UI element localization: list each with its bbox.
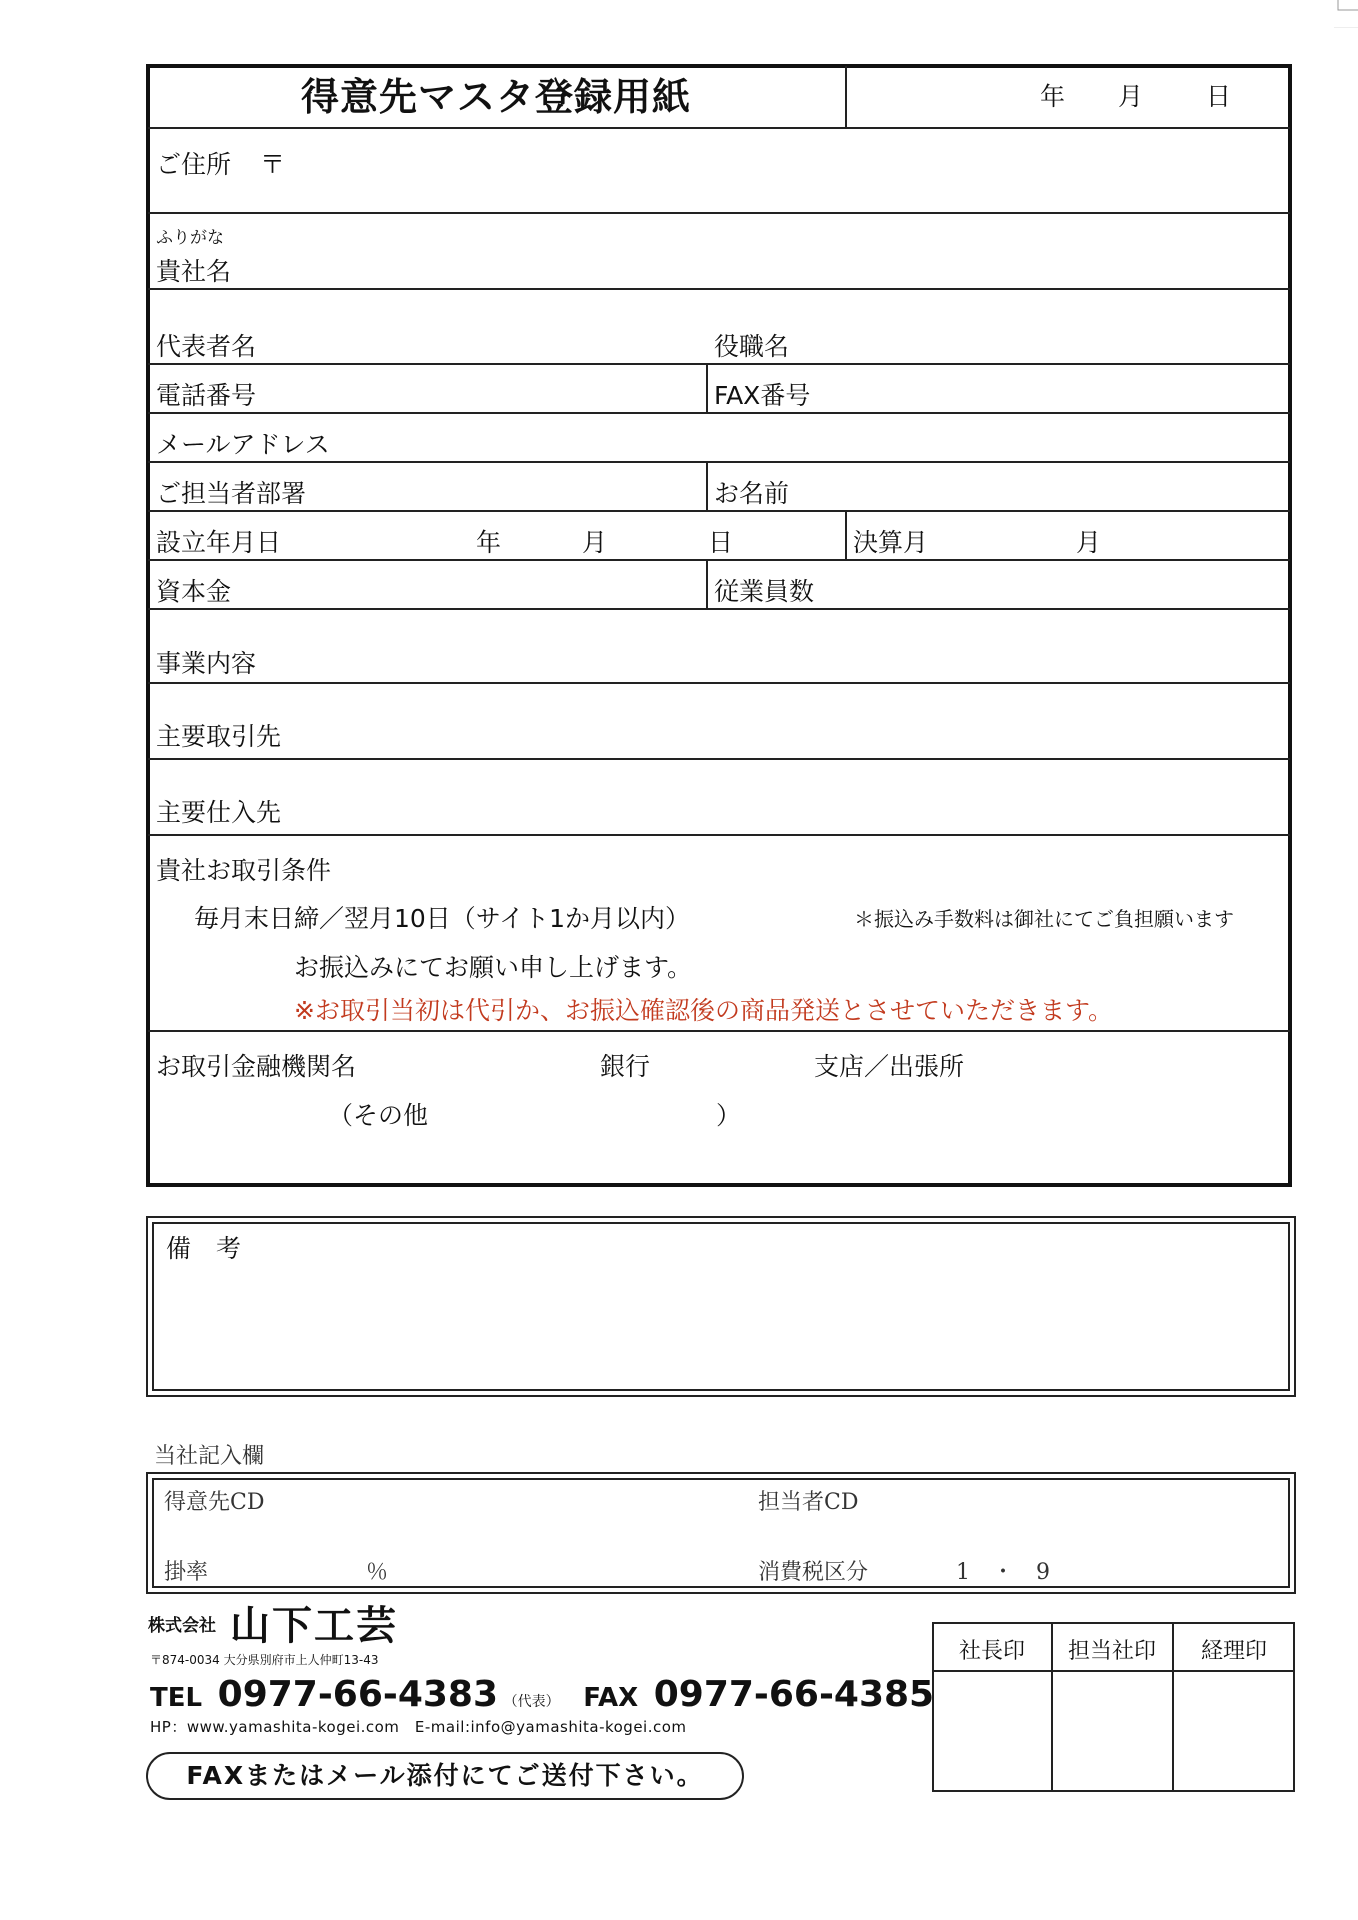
fiscal-month-label: 決算月 [853,528,929,557]
capital-field[interactable] [250,564,700,606]
tax-category-options: 1 ・ 9 [956,1560,1050,1585]
company-address: 〒874-0034 大分県別府市上人仲町13-43 [150,1653,379,1667]
bank-name-field[interactable] [360,1040,590,1084]
internal-use-inner-border [152,1478,1290,1588]
postal-mark: 〒 [260,150,286,179]
email-label: メールアドレス [156,430,330,459]
fax-label-footer: FAX [583,1683,639,1713]
rate-unit: ％ [366,1560,389,1585]
terms-warning: ※お取引当初は代引か、お振込確認後の商品発送とさせていただきます。 [294,996,1113,1025]
other-bank-field[interactable] [440,1090,710,1134]
employees-label: 従業員数 [714,577,815,606]
department-label: ご担当者部署 [156,479,307,508]
tel-number[interactable]: 0977-66-4383 [217,1674,499,1715]
row-divider [148,834,1290,836]
address-label: ご住所 [156,150,232,179]
branch-suffix: 支店／出張所 [814,1052,965,1081]
phone-field[interactable] [270,368,700,410]
terms-schedule: 毎月末日締／翌月10日（サイト1か月以内） [194,904,690,933]
branch-name-field[interactable] [660,1040,810,1084]
main-clients-field[interactable] [280,688,1280,756]
staff-stamp-label: 担当社印 [1067,1639,1156,1664]
fiscal-month-unit: 月 [1076,528,1102,557]
address-field[interactable] [300,140,1280,200]
row-divider [148,510,1290,512]
phone-label: 電話番号 [156,381,257,410]
date-day-label: 日 [1206,82,1232,111]
row-divider [148,608,1290,610]
form-title: 得意先マスタ登録用紙 [300,75,691,119]
tax-category-label: 消費税区分 [758,1560,869,1585]
row-divider [148,288,1290,290]
contact-name-label: お名前 [714,479,790,508]
tel-label: TEL [150,1683,203,1713]
position-label: 役職名 [714,332,790,361]
main-clients-label: 主要取引先 [156,722,282,751]
terms-label: 貴社お取引条件 [156,856,332,885]
corner-crop-mark [1334,0,1358,28]
fax-number[interactable]: 0977-66-4385 [653,1674,935,1715]
row-divider [148,461,1290,463]
column-divider [706,560,708,610]
row-divider [148,682,1290,684]
representative-label: 代表者名 [156,332,257,361]
rate-label: 掛率 [164,1560,209,1585]
terms-transfer-note: お振込みにてお願い申し上げます。 [294,953,693,982]
established-year-label: 年 [476,528,502,557]
furigana-label: ふりがな [156,228,224,248]
other-bank-close: ） [716,1101,742,1130]
date-year-label: 年 [1040,82,1066,111]
bank-suffix: 銀行 [600,1052,651,1081]
fax-field[interactable] [840,368,1280,410]
established-month-label: 月 [582,528,608,557]
internal-section-label: 当社記入欄 [154,1444,265,1469]
main-suppliers-label: 主要仕入先 [156,798,282,827]
business-content-label: 事業内容 [156,649,257,678]
email-field[interactable] [340,416,1280,458]
stamp-header-divider [932,1670,1295,1672]
title-divider [845,66,847,128]
business-content-field[interactable] [280,614,1280,680]
established-date-field[interactable] [300,515,840,557]
terms-fee-note: ＊振込み手数料は御社にてご負担願います [854,907,1234,931]
other-bank-open: （その他 [328,1101,429,1130]
established-day-label: 日 [708,528,734,557]
president-stamp-label: 社長印 [958,1639,1025,1664]
company-web-email[interactable]: HP：www.yamashita-kogei.com E-mail:info@yamashita-kogei.com [150,1718,687,1736]
employees-field[interactable] [840,564,1280,606]
row-divider [148,559,1290,561]
company-logo: 山下工芸 [230,1603,398,1649]
row-divider [148,127,1290,129]
department-field[interactable] [330,466,700,508]
representative-field[interactable] [270,300,700,360]
remarks-label: 備 考 [166,1234,242,1263]
fax-label: FAX番号 [714,381,811,410]
customer-cd-label: 得意先CD [164,1490,265,1515]
company-name-label: 貴社名 [156,257,232,286]
row-divider [148,363,1290,365]
row-divider [148,1030,1290,1032]
column-divider [706,462,708,512]
contact-name-field[interactable] [810,466,1280,508]
tel-note: （代表） [503,1694,560,1710]
position-field[interactable] [810,300,1280,360]
company-name-field[interactable] [260,220,1280,284]
capital-label: 資本金 [156,577,232,606]
remarks-inner-border[interactable] [152,1222,1290,1391]
send-instruction-badge: FAXまたはメール添付にてご送付下さい。 [146,1752,744,1800]
bank-label: お取引金融機関名 [156,1052,357,1081]
row-divider [148,212,1290,214]
row-divider [148,412,1290,414]
main-suppliers-field[interactable] [280,764,1280,832]
date-month-label: 月 [1118,82,1144,111]
company-type-label: 株式会社 [148,1616,216,1636]
company-phones [150,1674,934,1715]
column-divider [845,511,847,561]
column-divider [706,364,708,414]
established-label: 設立年月日 [156,528,282,557]
staff-cd-label: 担当者CD [758,1490,859,1515]
row-divider [148,758,1290,760]
accounting-stamp-label: 経理印 [1200,1639,1267,1664]
fiscal-month-field[interactable] [950,515,1070,557]
